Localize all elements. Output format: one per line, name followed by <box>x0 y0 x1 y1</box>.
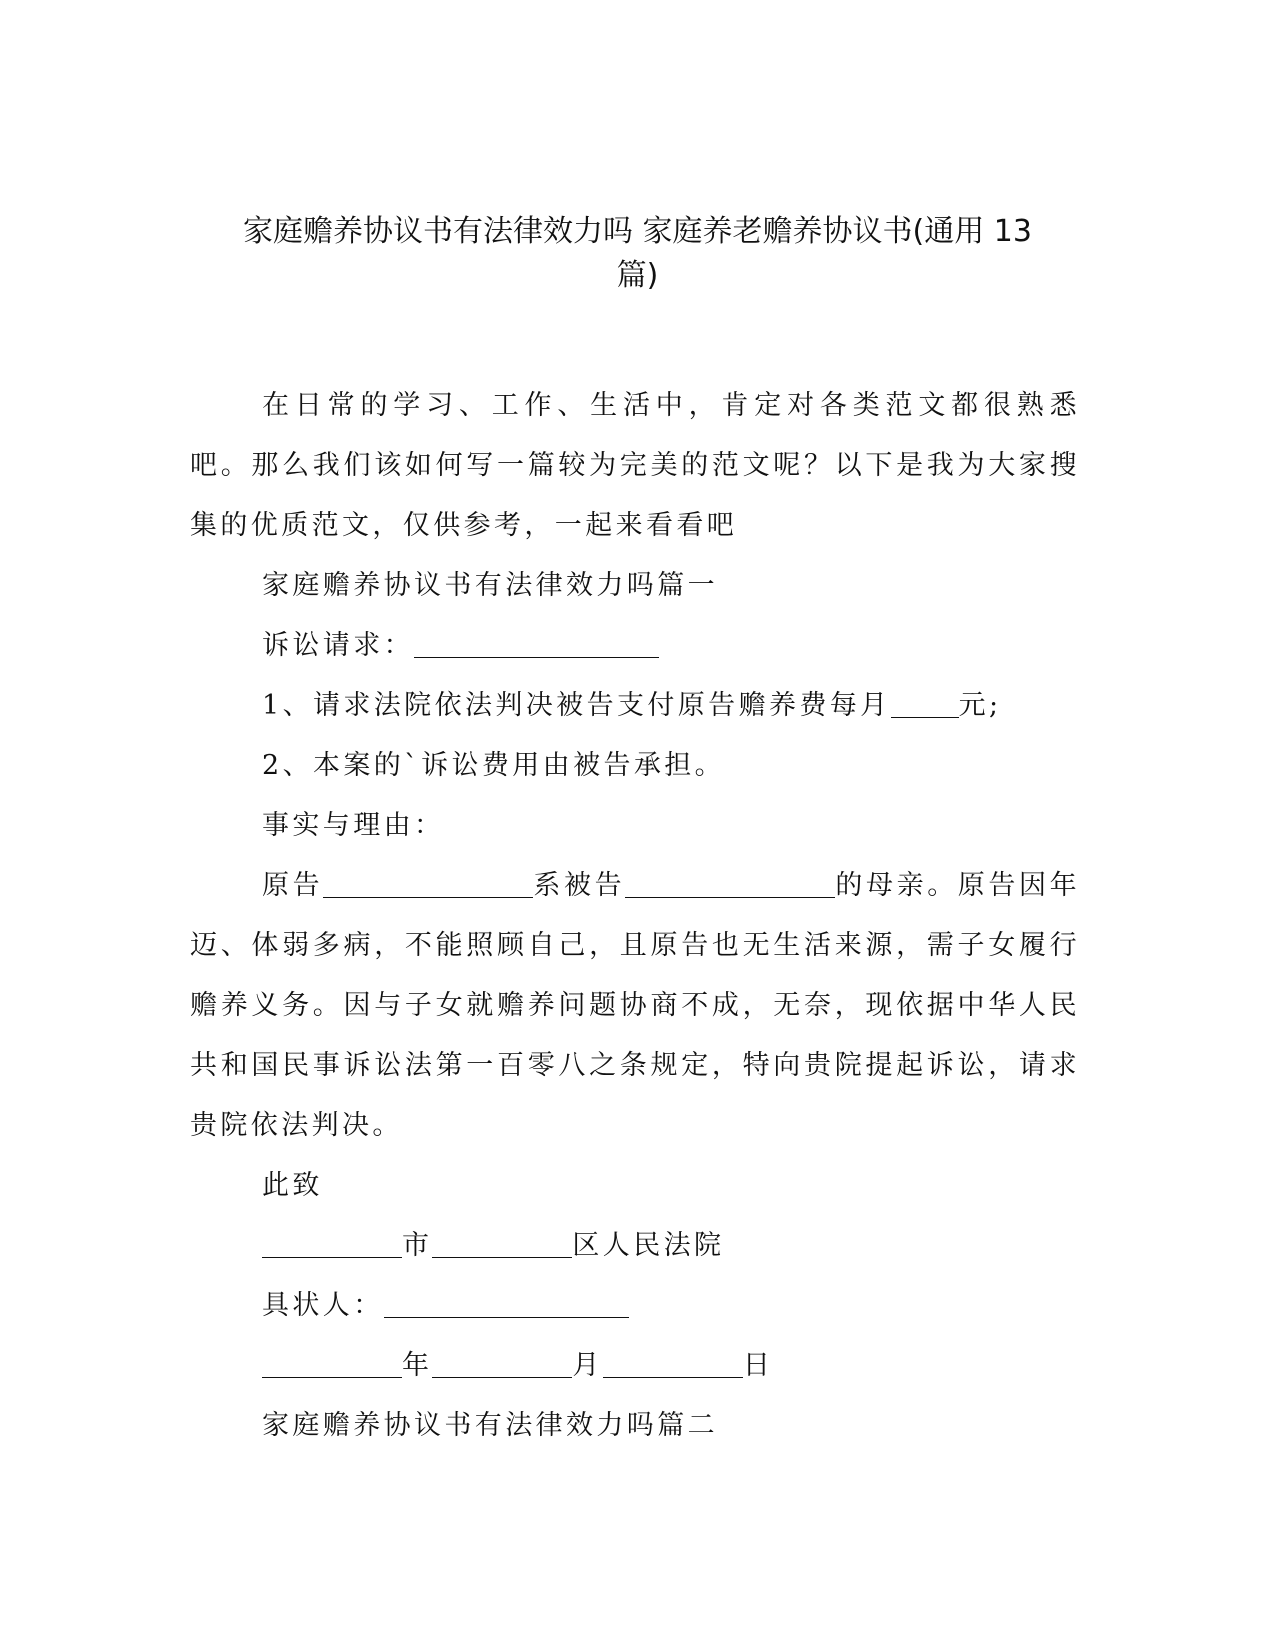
claim-1-text: 1、请求法院依法判决被告支付原告赡养费每月 <box>262 690 891 721</box>
claim-blank <box>414 627 659 658</box>
facts-defendant: 系被告 <box>533 870 626 901</box>
claim-1-unit: 元; <box>958 690 1002 721</box>
claim-1 <box>190 676 1080 736</box>
signer-line <box>190 1276 1080 1336</box>
facts-paragraph <box>190 856 1080 1156</box>
court-district: 区人民法院 <box>572 1230 725 1261</box>
date-year: 年 <box>402 1350 433 1381</box>
title-line-1: 家庭赡养协议书有法律效力吗 家庭养老赡养协议书(通用 13 <box>243 214 1032 249</box>
day-blank <box>603 1347 743 1378</box>
document-body <box>190 376 1080 1456</box>
date-day: 日 <box>742 1350 774 1381</box>
title-line-2: 篇) <box>616 258 659 293</box>
intro-paragraph: 在日常的学习、工作、生活中，肯定对各类范文都很熟悉吧。那么我们该如何写一篇较为完美的范文呢？以下是我为大家搜集的优质范文，仅供参考，一起来看看吧 <box>190 390 1080 541</box>
section-1-heading: 家庭赡养协议书有法律效力吗篇一 <box>262 570 718 601</box>
date-month: 月 <box>572 1350 603 1381</box>
signer-blank <box>384 1287 629 1318</box>
facts-label: 事实与理由： <box>262 810 445 841</box>
document-title <box>170 210 1105 298</box>
court-line <box>190 1216 1080 1276</box>
plaintiff-name-blank <box>323 867 533 898</box>
district-blank <box>432 1227 572 1258</box>
facts-plaintiff: 原告 <box>262 870 324 901</box>
claim-2: 2、本案的`诉讼费用由被告承担。 <box>262 750 726 781</box>
section-2-heading: 家庭赡养协议书有法律效力吗篇二 <box>262 1410 718 1441</box>
claim-label: 诉讼请求： <box>262 630 414 661</box>
date-line <box>190 1336 1080 1396</box>
city-blank <box>262 1227 402 1258</box>
facts-body: 的母亲。原告因年迈、体弱多病，不能照顾自己，且原告也无生活来源，需子女履行赡养义务。因与子女就赡养问题协商不成，无奈，现依据中华人民共和国民事诉讼法第一百零八之条规定，特向贵院提起诉讼，请求贵院依法判决。 <box>190 870 1080 1141</box>
signer-label: 具状人： <box>262 1290 384 1321</box>
closing: 此致 <box>262 1170 323 1201</box>
month-blank <box>432 1347 572 1378</box>
defendant-name-blank <box>625 867 835 898</box>
amount-blank <box>891 687 959 718</box>
court-city: 市 <box>402 1230 433 1261</box>
claim-label-line <box>190 616 1080 676</box>
year-blank <box>262 1347 402 1378</box>
